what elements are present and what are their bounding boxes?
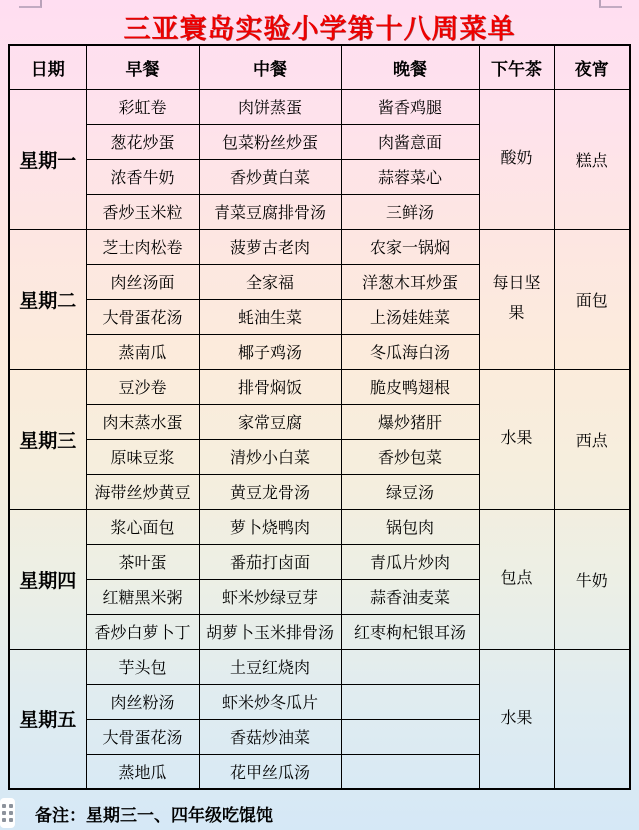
column-header-afternoon-tea: 下午茶 bbox=[479, 45, 554, 89]
lunch-dish-cell: 青菜豆腐排骨汤 bbox=[199, 194, 341, 229]
lunch-dish-cell: 胡萝卜玉米排骨汤 bbox=[199, 614, 341, 649]
night-snack-cell: 面包 bbox=[554, 229, 630, 369]
breakfast-dish-cell: 大骨蛋花汤 bbox=[86, 719, 199, 754]
dinner-dish-cell: 酱香鸡腿 bbox=[341, 89, 479, 124]
lunch-dish-cell: 香菇炒油菜 bbox=[199, 719, 341, 754]
night-snack-cell bbox=[554, 649, 630, 789]
breakfast-dish-cell: 茶叶蛋 bbox=[86, 544, 199, 579]
lunch-dish-cell: 虾米炒冬瓜片 bbox=[199, 684, 341, 719]
lunch-dish-cell: 土豆红烧肉 bbox=[199, 649, 341, 684]
dinner-dish-cell: 三鲜汤 bbox=[341, 194, 479, 229]
lunch-dish-cell: 全家福 bbox=[199, 264, 341, 299]
dinner-dish-cell bbox=[341, 649, 479, 684]
dinner-dish-cell: 农家一锅焖 bbox=[341, 229, 479, 264]
afternoon-tea-cell: 水果 bbox=[479, 369, 554, 509]
lunch-dish-cell: 家常豆腐 bbox=[199, 404, 341, 439]
breakfast-dish-cell: 大骨蛋花汤 bbox=[86, 299, 199, 334]
afternoon-tea-cell: 酸奶 bbox=[479, 89, 554, 229]
afternoon-tea-cell: 水果 bbox=[479, 649, 554, 789]
column-header-lunch: 中餐 bbox=[199, 45, 341, 89]
breakfast-dish-cell: 海带丝炒黄豆 bbox=[86, 474, 199, 509]
dinner-dish-cell: 蒜蓉菜心 bbox=[341, 159, 479, 194]
menu-row bbox=[9, 369, 630, 404]
menu-table bbox=[8, 44, 631, 790]
lunch-dish-cell: 包菜粉丝炒蛋 bbox=[199, 124, 341, 159]
lunch-dish-cell: 虾米炒绿豆芽 bbox=[199, 579, 341, 614]
dinner-dish-cell: 脆皮鸭翅根 bbox=[341, 369, 479, 404]
breakfast-dish-cell: 蒸地瓜 bbox=[86, 754, 199, 789]
column-header-breakfast: 早餐 bbox=[86, 45, 199, 89]
day-cell: 星期四 bbox=[9, 509, 86, 649]
column-header-date: 日期 bbox=[9, 45, 86, 89]
lunch-dish-cell: 萝卜烧鸭肉 bbox=[199, 509, 341, 544]
menu-row bbox=[9, 649, 630, 684]
footnote-row bbox=[0, 798, 639, 830]
menu-row bbox=[9, 509, 630, 544]
dinner-dish-cell: 肉酱意面 bbox=[341, 124, 479, 159]
night-snack-cell: 牛奶 bbox=[554, 509, 630, 649]
day-cell: 星期一 bbox=[9, 89, 86, 229]
afternoon-tea-cell: 包点 bbox=[479, 509, 554, 649]
afternoon-tea-cell: 每日坚果 bbox=[479, 229, 554, 369]
lunch-dish-cell: 排骨焖饭 bbox=[199, 369, 341, 404]
page-title: 三亚寰岛实验小学第十八周菜单 bbox=[123, 14, 516, 44]
lunch-dish-cell: 菠萝古老肉 bbox=[199, 229, 341, 264]
table-selection-corner-left-icon bbox=[19, 0, 42, 8]
menu-row bbox=[9, 89, 630, 124]
lunch-dish-cell: 花甲丝瓜汤 bbox=[199, 754, 341, 789]
breakfast-dish-cell: 芝士肉松卷 bbox=[86, 229, 199, 264]
dinner-dish-cell bbox=[341, 754, 479, 789]
column-header-dinner: 晚餐 bbox=[341, 45, 479, 89]
lunch-dish-cell: 番茄打卤面 bbox=[199, 544, 341, 579]
dinner-dish-cell: 锅包肉 bbox=[341, 509, 479, 544]
lunch-dish-cell: 肉饼蒸蛋 bbox=[199, 89, 341, 124]
dinner-dish-cell: 冬瓜海白汤 bbox=[341, 334, 479, 369]
lunch-dish-cell: 黄豆龙骨汤 bbox=[199, 474, 341, 509]
breakfast-dish-cell: 肉末蒸水蛋 bbox=[86, 404, 199, 439]
header-row bbox=[9, 45, 630, 89]
night-snack-cell: 糕点 bbox=[554, 89, 630, 229]
dinner-dish-cell: 香炒包菜 bbox=[341, 439, 479, 474]
menu-row bbox=[9, 229, 630, 264]
dinner-dish-cell: 青瓜片炒肉 bbox=[341, 544, 479, 579]
breakfast-dish-cell: 肉丝汤面 bbox=[86, 264, 199, 299]
breakfast-dish-cell: 红糖黑米粥 bbox=[86, 579, 199, 614]
lunch-dish-cell: 清炒小白菜 bbox=[199, 439, 341, 474]
lunch-dish-cell: 蚝油生菜 bbox=[199, 299, 341, 334]
breakfast-dish-cell: 芋头包 bbox=[86, 649, 199, 684]
table-selection-corner-right-icon bbox=[599, 0, 622, 8]
breakfast-dish-cell: 香炒玉米粒 bbox=[86, 194, 199, 229]
dinner-dish-cell: 绿豆汤 bbox=[341, 474, 479, 509]
breakfast-dish-cell: 肉丝粉汤 bbox=[86, 684, 199, 719]
footnote-text: 备注：星期三一、四年级吃馄饨 bbox=[35, 806, 273, 825]
day-cell: 星期二 bbox=[9, 229, 86, 369]
breakfast-dish-cell: 葱花炒蛋 bbox=[86, 124, 199, 159]
lunch-dish-cell: 香炒黄白菜 bbox=[199, 159, 341, 194]
breakfast-dish-cell: 蒸南瓜 bbox=[86, 334, 199, 369]
dinner-dish-cell bbox=[341, 719, 479, 754]
night-snack-cell: 西点 bbox=[554, 369, 630, 509]
day-cell: 星期三 bbox=[9, 369, 86, 509]
breakfast-dish-cell: 香炒白萝卜丁 bbox=[86, 614, 199, 649]
breakfast-dish-cell: 原味豆浆 bbox=[86, 439, 199, 474]
dinner-dish-cell: 洋葱木耳炒蛋 bbox=[341, 264, 479, 299]
dinner-dish-cell: 蒜香油麦菜 bbox=[341, 579, 479, 614]
dinner-dish-cell: 红枣枸杞银耳汤 bbox=[341, 614, 479, 649]
breakfast-dish-cell: 豆沙卷 bbox=[86, 369, 199, 404]
dinner-dish-cell: 上汤娃娃菜 bbox=[341, 299, 479, 334]
breakfast-dish-cell: 浆心面包 bbox=[86, 509, 199, 544]
drag-handle-icon[interactable] bbox=[0, 798, 15, 828]
column-header-night-snack: 夜宵 bbox=[554, 45, 630, 89]
day-cell: 星期五 bbox=[9, 649, 86, 789]
breakfast-dish-cell: 彩虹卷 bbox=[86, 89, 199, 124]
dinner-dish-cell: 爆炒猪肝 bbox=[341, 404, 479, 439]
breakfast-dish-cell: 浓香牛奶 bbox=[86, 159, 199, 194]
lunch-dish-cell: 椰子鸡汤 bbox=[199, 334, 341, 369]
dinner-dish-cell bbox=[341, 684, 479, 719]
